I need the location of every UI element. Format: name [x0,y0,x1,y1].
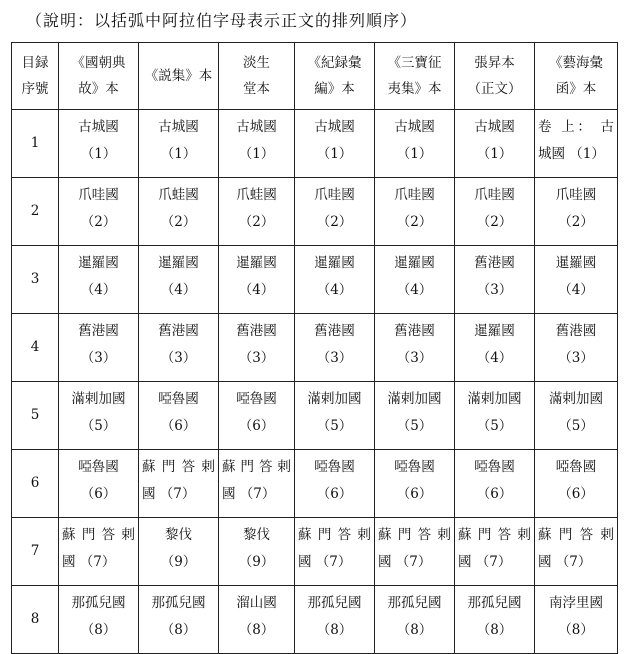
cell-order: （8） [316,622,353,638]
cell-order: （3） [476,282,513,298]
cell-order: （4） [160,282,197,298]
table-cell [219,246,295,314]
cell-name: 蘇門答剌 [458,527,531,543]
table-cell [535,178,618,246]
cell-name: 暹羅國 [236,255,277,271]
cell-name: 蘇門答剌 [378,527,451,543]
cell-name: 古城國 [474,119,515,135]
table-cell [295,246,375,314]
table-row [12,450,618,518]
cell-order: （1） [476,146,513,162]
cell-order: 國 （7） [378,554,432,570]
table-cell [375,518,455,586]
table-cell [455,246,535,314]
cell-order: （6） [476,486,513,502]
header-line: 序號 [21,81,49,97]
cell-name: 卷 上： 古 [538,119,614,135]
cell-order: （1） [238,146,275,162]
table-cell [59,518,139,586]
cell-order: （3） [160,350,197,366]
table-cell [219,518,295,586]
cell-name: 滿剌加國 [387,391,442,407]
header-cell [375,43,455,110]
cell-order: （6） [80,486,117,502]
header-cell [12,43,59,110]
cell-order: （3） [238,350,275,366]
cell-order: （8） [160,622,197,638]
table-cell [295,518,375,586]
cell-order: （6） [160,418,197,434]
cell-name: 南浡里國 [549,595,603,611]
table-cell [59,382,139,450]
cell-order: （4） [476,350,513,366]
cell-name: 啞魯國 [236,391,277,407]
cell-name: 舊港國 [394,323,435,339]
table-cell [375,314,455,382]
cell-order: 城國 （1） [538,146,605,162]
header-line: 《説集》本 [144,68,213,84]
cell-order: （1） [316,146,353,162]
cell-order: （3） [558,350,594,366]
table-row [12,246,618,314]
table-cell [295,586,375,654]
cell-name: 爪蛙國 [236,187,277,203]
table-cell [59,450,139,518]
table-cell [455,178,535,246]
cell-name: 啞魯國 [78,459,119,475]
cell-order: 國 （7） [62,554,116,570]
cell-order: （8） [396,622,433,638]
cell-name: 暹羅國 [394,255,435,271]
table-row [12,518,618,586]
row-index: 7 [12,518,59,586]
table-cell [535,450,618,518]
table-cell [375,178,455,246]
cell-name: 暹羅國 [474,323,515,339]
cell-name: 舊港國 [236,323,277,339]
header-line: （正文） [467,81,522,97]
cell-order: （4） [558,282,594,298]
table-cell [139,246,219,314]
header-line: 張昇本 [474,55,515,71]
cell-order: （3） [80,350,117,366]
table-cell [139,314,219,382]
header-line: 夷集》本 [387,81,442,97]
table-row [12,314,618,382]
cell-order: （5） [316,418,353,434]
table-cell [455,518,535,586]
cell-name: 蘇門答剌 [62,527,135,543]
cell-name: 爪哇國 [78,187,119,203]
table-cell [219,382,295,450]
cell-name: 那孤兒國 [151,595,206,611]
caption: （說明：以括弧中阿拉伯字母表示正文的排列順序） [26,11,418,30]
cell-name: 古城國 [236,119,277,135]
cell-order: （3） [316,350,353,366]
cell-order: （2） [160,214,197,230]
cell-order: （2） [80,214,117,230]
header-line: 故》本 [78,81,119,97]
table-cell [295,382,375,450]
cell-name: 舊港國 [314,323,355,339]
header-cell [219,43,295,110]
table-cell [59,178,139,246]
cell-name: 啞魯國 [314,459,355,475]
table-cell [455,314,535,382]
cell-name: 爪哇國 [474,187,515,203]
cell-name: 黎伐 [165,527,192,543]
row-index: 8 [12,586,59,654]
cell-order: （3） [396,350,433,366]
cell-name: 滿剌加國 [71,391,126,407]
cell-order: （5） [80,418,117,434]
cell-name: 滿剌加國 [549,391,603,407]
cell-order: 國 （7） [538,554,592,570]
table-cell [535,382,618,450]
row-index: 4 [12,314,59,382]
cell-name: 舊港國 [555,323,597,339]
cell-name: 黎伐 [243,527,270,543]
row-index: 1 [12,110,59,178]
table-cell [455,382,535,450]
cell-name: 那孤兒國 [71,595,126,611]
cell-order: （2） [396,214,433,230]
cell-name: 古城國 [78,119,119,135]
table-cell [535,314,618,382]
table-row [12,382,618,450]
cell-name: 古城國 [394,119,435,135]
header-line: 函》本 [555,81,597,97]
table-row [12,110,618,178]
cell-name: 暹羅國 [555,255,597,271]
header-line: 目録 [21,55,49,71]
header-cell [59,43,139,110]
cell-name: 暹羅國 [314,255,355,271]
cell-name: 啞魯國 [158,391,199,407]
row-index: 3 [12,246,59,314]
cell-order: （4） [238,282,275,298]
header-cell [295,43,375,110]
cell-order: （6） [558,486,594,502]
cell-name: 爪哇國 [314,187,355,203]
cell-name: 爪哇國 [555,187,597,203]
cell-order: （8） [476,622,513,638]
table-cell [139,450,219,518]
table-cell [375,586,455,654]
cell-order: 國 （7） [458,554,512,570]
cell-name: 蘇門答剌 [538,527,614,543]
table-cell [139,382,219,450]
cell-order: （8） [80,622,117,638]
cell-name: 那孤兒國 [387,595,442,611]
cell-name: 古城國 [314,119,355,135]
cell-order: （5） [476,418,513,434]
table-cell [535,518,618,586]
table-cell [295,314,375,382]
cell-order: 國 （7） [222,486,276,502]
header-line: 《紀録彙 [307,55,362,71]
table-cell [219,178,295,246]
row-index: 6 [12,450,59,518]
cell-name: 蘇門答剌 [142,459,215,475]
header-line: 編》本 [314,81,355,97]
header-line: 《藝海彙 [549,55,603,71]
comparison-table [11,42,618,654]
table-cell [455,110,535,178]
cell-name: 那孤兒國 [467,595,522,611]
cell-name: 滿剌加國 [467,391,522,407]
header-line: 堂本 [243,81,270,97]
table-cell [219,314,295,382]
cell-order: （4） [396,282,433,298]
table-cell [59,586,139,654]
cell-name: 暹羅國 [158,255,199,271]
cell-name: 舊港國 [78,323,119,339]
cell-name: 古城國 [158,119,199,135]
cell-name: 溜山國 [236,595,277,611]
cell-name: 啞魯國 [394,459,435,475]
table-cell [139,178,219,246]
header-line: 《三寶征 [387,55,442,71]
table-cell [219,586,295,654]
table-cell [59,246,139,314]
row-index: 2 [12,178,59,246]
cell-order: （2） [316,214,353,230]
table-cell [139,586,219,654]
cell-order: 國 （7） [142,486,196,502]
cell-order: （5） [558,418,594,434]
cell-order: （1） [80,146,117,162]
cell-name: 蘇門答剌 [298,527,371,543]
table-cell [375,450,455,518]
header-line: 淡生 [243,55,270,71]
header-row [12,43,618,110]
cell-name: 那孤兒國 [307,595,362,611]
table-cell [535,586,618,654]
cell-order: 國 （7） [298,554,352,570]
table-cell [455,586,535,654]
cell-name: 啞魯國 [555,459,597,475]
cell-order: （9） [238,554,275,570]
table-cell [375,382,455,450]
table-cell [219,450,295,518]
header-cell [455,43,535,110]
cell-name: 暹羅國 [78,255,119,271]
cell-order: （8） [238,622,275,638]
table-cell [535,110,618,178]
table-cell [139,110,219,178]
table-cell [535,246,618,314]
cell-order: （2） [238,214,275,230]
cell-order: （2） [476,214,513,230]
table-cell [295,178,375,246]
cell-name: 舊港國 [474,255,515,271]
cell-order: （9） [160,554,197,570]
row-index: 5 [12,382,59,450]
cell-name: 蘇門答剌 [222,459,291,475]
table-cell [455,450,535,518]
table-row [12,178,618,246]
table-cell [139,518,219,586]
cell-order: （4） [316,282,353,298]
table-cell [375,110,455,178]
header-cell [535,43,618,110]
cell-order: （6） [396,486,433,502]
cell-order: （2） [558,214,594,230]
cell-order: （8） [558,622,594,638]
cell-order: （6） [238,418,275,434]
table-cell [295,110,375,178]
cell-name: 舊港國 [158,323,199,339]
header-cell [139,43,219,110]
table-cell [295,450,375,518]
cell-order: （1） [396,146,433,162]
table-cell [375,246,455,314]
table-cell [59,110,139,178]
table-cell [59,314,139,382]
cell-name: 爪哇國 [394,187,435,203]
cell-order: （4） [80,282,117,298]
table-cell [219,110,295,178]
cell-order: （5） [396,418,433,434]
cell-order: （6） [316,486,353,502]
cell-order: （1） [160,146,197,162]
cell-name: 爪蛙國 [158,187,199,203]
table-row [12,586,618,654]
header-line: 《國朝典 [71,55,126,71]
cell-name: 啞魯國 [474,459,515,475]
cell-name: 滿剌加國 [307,391,362,407]
